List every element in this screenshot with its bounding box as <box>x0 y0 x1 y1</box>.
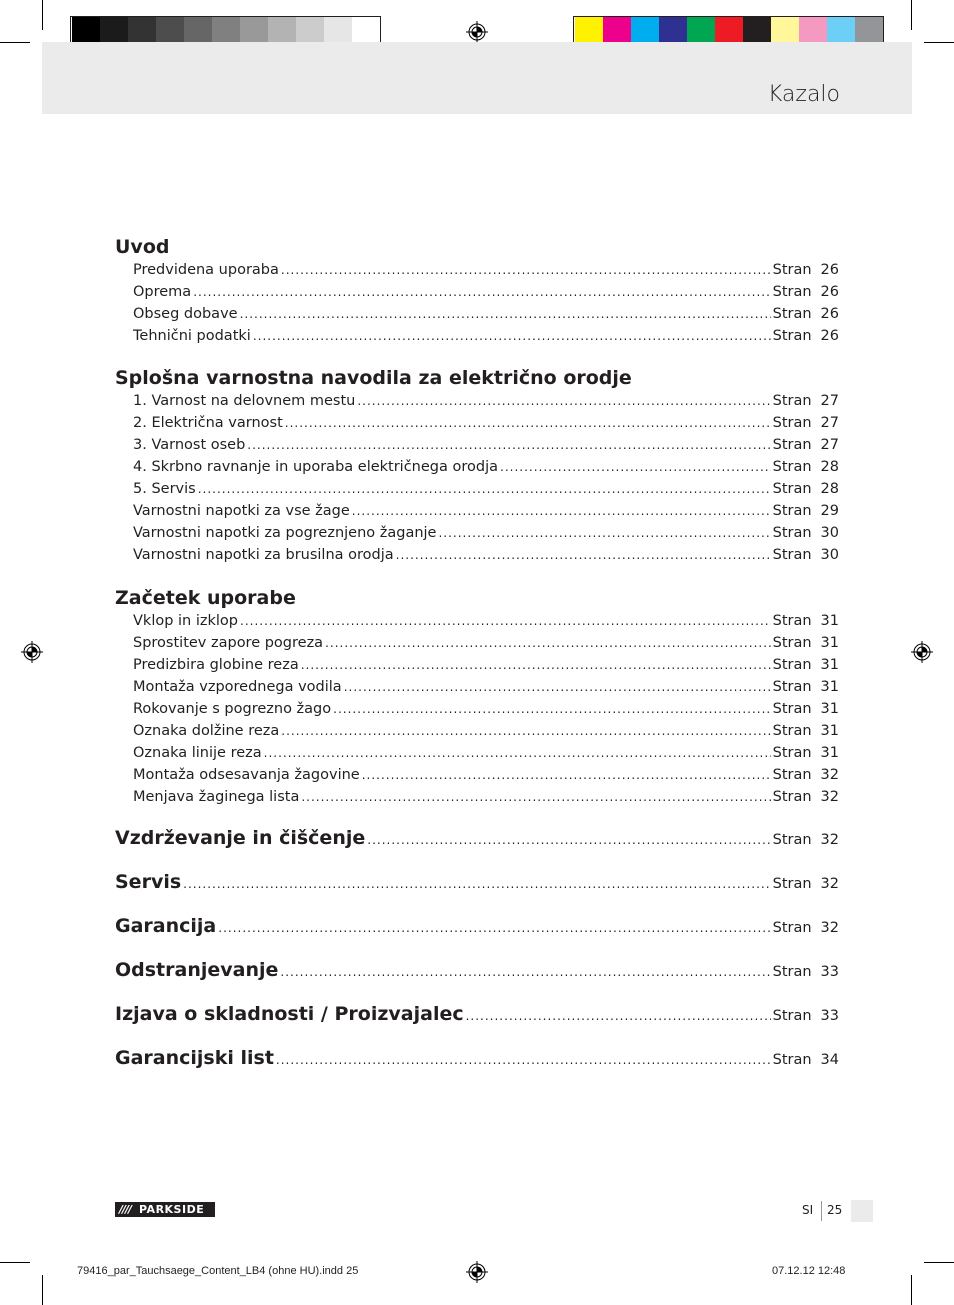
dot-leader <box>285 416 771 430</box>
toc-entry-label: 5. Servis <box>133 481 196 497</box>
toc-entry-label: Montaža odsesavanja žagovine <box>133 767 360 783</box>
dot-leader <box>218 921 770 935</box>
crop-mark <box>42 1275 43 1305</box>
toc-page-ref <box>773 284 839 300</box>
toc-page-number: 31 <box>820 745 839 761</box>
page-prefix: Stran <box>772 503 812 519</box>
toc-entry-label: Garancijski list <box>115 1047 274 1069</box>
dot-leader <box>281 724 770 738</box>
page-prefix: Stran <box>772 613 812 629</box>
page-prefix: Stran <box>772 964 812 980</box>
toc-page-ref <box>773 393 839 409</box>
toc-page-number: 33 <box>820 1008 839 1024</box>
toc-entry[interactable] <box>133 503 839 523</box>
toc-page-number: 26 <box>820 306 839 322</box>
crop-mark <box>924 42 954 43</box>
page-prefix: Stran <box>772 525 812 541</box>
toc-entry-label: 4. Skrbno ravnanje in uporaba električnega orodja <box>133 459 498 475</box>
toc-page-number: 32 <box>820 920 839 936</box>
toc-entry[interactable] <box>133 635 839 655</box>
toc-entry[interactable] <box>133 459 839 479</box>
dot-leader <box>253 329 771 343</box>
page-prefix: Stran <box>772 679 812 695</box>
toc-page-number: 34 <box>820 1052 839 1068</box>
toc-main-entry[interactable] <box>115 959 839 985</box>
toc-main-entry[interactable] <box>115 1003 839 1029</box>
dot-leader <box>301 790 770 804</box>
toc-entry-label: Varnostni napotki za pogreznjeno žaganje <box>133 525 437 541</box>
toc-page-number: 27 <box>820 415 839 431</box>
page-prefix: Stran <box>772 832 812 848</box>
toc-entry[interactable] <box>133 547 839 567</box>
toc-page-number: 31 <box>820 679 839 695</box>
parkside-logo <box>115 1202 215 1217</box>
dot-leader <box>325 636 771 650</box>
toc-page-number: 32 <box>820 767 839 783</box>
toc-page-ref <box>773 767 839 783</box>
toc-entry-label: Tehnični podatki <box>133 328 251 344</box>
registration-mark-icon <box>466 21 488 43</box>
toc-page-number: 27 <box>820 437 839 453</box>
toc-entry[interactable] <box>133 393 839 413</box>
slug-filename: 79416_par_Tauchsaege_Content_LB4 (ohne HU).indd 25 <box>77 1265 359 1277</box>
logo-stripes-icon: //// <box>119 1203 132 1216</box>
dot-leader <box>396 548 771 562</box>
registration-mark-icon <box>21 641 43 663</box>
toc-entry-label: 2. Električna varnost <box>133 415 283 431</box>
toc-main-entry[interactable] <box>115 915 839 941</box>
toc-page-ref <box>773 920 839 936</box>
toc-entry-label: Oprema <box>133 284 192 300</box>
toc-entry[interactable] <box>133 284 839 304</box>
toc-entry-label: Oznaka dolžine reza <box>133 723 280 739</box>
toc-page-ref <box>773 437 839 453</box>
page-prefix: Stran <box>772 393 812 409</box>
toc-entry-label: Odstranjevanje <box>115 959 279 981</box>
toc-page-ref <box>773 547 839 563</box>
toc-page-ref <box>773 613 839 629</box>
toc-entry[interactable] <box>133 415 839 435</box>
crop-mark <box>42 0 43 30</box>
toc-entry-label: Vklop in izklop <box>133 613 238 629</box>
toc-entry-label: Izjava o skladnosti / Proizvajalec <box>115 1003 464 1025</box>
page-prefix: Stran <box>772 284 812 300</box>
dot-leader <box>367 833 770 847</box>
toc-page-ref <box>773 306 839 322</box>
toc-page-ref <box>773 701 839 717</box>
toc-entry[interactable] <box>133 328 839 348</box>
dot-leader <box>193 285 770 299</box>
crop-mark <box>0 42 30 43</box>
toc-page-number: 30 <box>820 525 839 541</box>
toc-page-number: 28 <box>820 481 839 497</box>
toc-main-entry[interactable] <box>115 1047 839 1073</box>
dot-leader <box>264 746 771 760</box>
page-prefix: Stran <box>772 723 812 739</box>
dot-leader <box>352 504 771 518</box>
page-prefix: Stran <box>772 437 812 453</box>
page-prefix: Stran <box>772 1008 812 1024</box>
dot-leader <box>500 460 771 474</box>
toc-section-title[interactable]: Uvod <box>115 236 170 258</box>
toc-entry[interactable] <box>133 745 839 765</box>
page-prefix: Stran <box>772 328 812 344</box>
toc-page-ref <box>773 657 839 673</box>
page-prefix: Stran <box>772 745 812 761</box>
registration-mark-icon <box>466 1261 488 1283</box>
toc-page-number: 28 <box>820 459 839 475</box>
page-prefix: Stran <box>772 547 812 563</box>
toc-section-title[interactable]: Začetek uporabe <box>115 587 296 609</box>
dot-leader <box>466 1009 771 1023</box>
toc-entry-label: Menjava žaginega lista <box>133 789 300 805</box>
dot-leader <box>280 965 770 979</box>
toc-entry-label: 3. Varnost oseb <box>133 437 246 453</box>
page-prefix: Stran <box>772 876 812 892</box>
toc-page-ref <box>773 679 839 695</box>
toc-page-number: 27 <box>820 393 839 409</box>
toc-page-number: 32 <box>820 876 839 892</box>
toc-page-ref <box>773 723 839 739</box>
page-prefix: Stran <box>772 306 812 322</box>
toc-entry-label: Montaža vzporednega vodila <box>133 679 342 695</box>
toc-entry[interactable] <box>133 613 839 633</box>
dot-leader <box>198 482 771 496</box>
toc-page-ref <box>773 876 839 892</box>
toc-page-ref <box>773 789 839 805</box>
crop-mark <box>924 1262 954 1263</box>
toc-page-ref <box>773 415 839 431</box>
toc-page-number: 31 <box>820 657 839 673</box>
page-prefix: Stran <box>772 1052 812 1068</box>
dot-leader <box>281 263 771 277</box>
toc-entry[interactable] <box>133 701 839 721</box>
toc-entry-label: Predizbira globine reza <box>133 657 299 673</box>
toc-page-number: 31 <box>820 723 839 739</box>
logo-brand-text: PARKSIDE <box>139 1203 205 1216</box>
toc-entry[interactable] <box>133 789 839 809</box>
toc-section-title[interactable]: Splošna varnostna navodila za električno orodje <box>115 367 632 389</box>
toc-entry-label: Rokovanje s pogrezno žago <box>133 701 332 717</box>
toc-page-ref <box>773 459 839 475</box>
dot-leader <box>240 307 771 321</box>
toc-page-number: 32 <box>820 832 839 848</box>
dot-leader <box>344 680 771 694</box>
toc-entry-label: Oznaka linije reza <box>133 745 262 761</box>
footer-divider <box>821 1201 822 1221</box>
toc-page-ref <box>773 1052 839 1068</box>
page-prefix: Stran <box>772 415 812 431</box>
toc-main-entry[interactable] <box>115 827 839 853</box>
page-prefix: Stran <box>772 657 812 673</box>
toc-page-ref <box>773 481 839 497</box>
toc-page-number: 29 <box>820 503 839 519</box>
toc-page-ref <box>773 964 839 980</box>
toc-entry[interactable] <box>133 679 839 699</box>
toc-entry-label: Predvidena uporaba <box>133 262 279 278</box>
toc-page-number: 31 <box>820 701 839 717</box>
toc-page-ref <box>773 832 839 848</box>
crop-mark <box>911 1275 912 1305</box>
toc-page-number: 32 <box>820 789 839 805</box>
toc-entry-label: Obseg dobave <box>133 306 238 322</box>
page-prefix: Stran <box>772 459 812 475</box>
toc-page-ref <box>773 262 839 278</box>
page-number: 25 <box>827 1203 843 1217</box>
toc-entry[interactable] <box>133 723 839 743</box>
toc-page-number: 31 <box>820 635 839 651</box>
toc-page-number: 26 <box>820 328 839 344</box>
toc-page-number: 33 <box>820 964 839 980</box>
toc-page-number: 26 <box>820 262 839 278</box>
dot-leader <box>276 1053 771 1067</box>
dot-leader <box>438 526 770 540</box>
language-code: SI <box>802 1203 814 1217</box>
page-prefix: Stran <box>772 481 812 497</box>
toc-page-number: 30 <box>820 547 839 563</box>
registration-mark-icon <box>911 641 933 663</box>
toc-entry-label: Varnostni napotki za vse žage <box>133 503 350 519</box>
page-prefix: Stran <box>772 789 812 805</box>
dot-leader <box>240 614 771 628</box>
page-prefix: Stran <box>772 635 812 651</box>
page-prefix: Stran <box>772 262 812 278</box>
dot-leader <box>357 394 770 408</box>
page-prefix: Stran <box>772 701 812 717</box>
dot-leader <box>301 658 771 672</box>
slug-date: 07.12.12 12:48 <box>772 1265 846 1277</box>
toc-entry[interactable] <box>133 262 839 282</box>
toc-page-number: 31 <box>820 613 839 629</box>
toc-page-ref <box>773 745 839 761</box>
toc-entry[interactable] <box>133 437 839 457</box>
toc-page-ref <box>773 1008 839 1024</box>
page-prefix: Stran <box>772 920 812 936</box>
toc-entry-label: Vzdrževanje in čiščenje <box>115 827 366 849</box>
crop-mark <box>0 1262 30 1263</box>
toc-entry-label: Varnostni napotki za brusilna orodja <box>133 547 394 563</box>
toc-main-entry[interactable] <box>115 871 839 897</box>
toc-page-ref <box>773 635 839 651</box>
dot-leader <box>333 702 770 716</box>
toc-entry-label: Servis <box>115 871 182 893</box>
toc-entry[interactable] <box>133 306 839 326</box>
toc-entry[interactable] <box>133 481 839 501</box>
page-title: Kazalo <box>767 82 840 107</box>
page-tab <box>851 1200 873 1222</box>
toc-entry-label: Sprostitev zapore pogreza <box>133 635 324 651</box>
toc-page-ref <box>773 525 839 541</box>
toc-page-ref <box>773 503 839 519</box>
dot-leader <box>183 877 770 891</box>
dot-leader <box>247 438 770 452</box>
toc-page-ref <box>773 328 839 344</box>
page-prefix: Stran <box>772 767 812 783</box>
toc-entry-label: Garancija <box>115 915 217 937</box>
toc-entry-label: 1. Varnost na delovnem mestu <box>133 393 356 409</box>
toc-page-number: 26 <box>820 284 839 300</box>
crop-mark <box>911 0 912 30</box>
toc-entry[interactable] <box>133 657 839 677</box>
dot-leader <box>362 768 771 782</box>
toc-entry[interactable] <box>133 525 839 545</box>
toc-entry[interactable] <box>133 767 839 787</box>
